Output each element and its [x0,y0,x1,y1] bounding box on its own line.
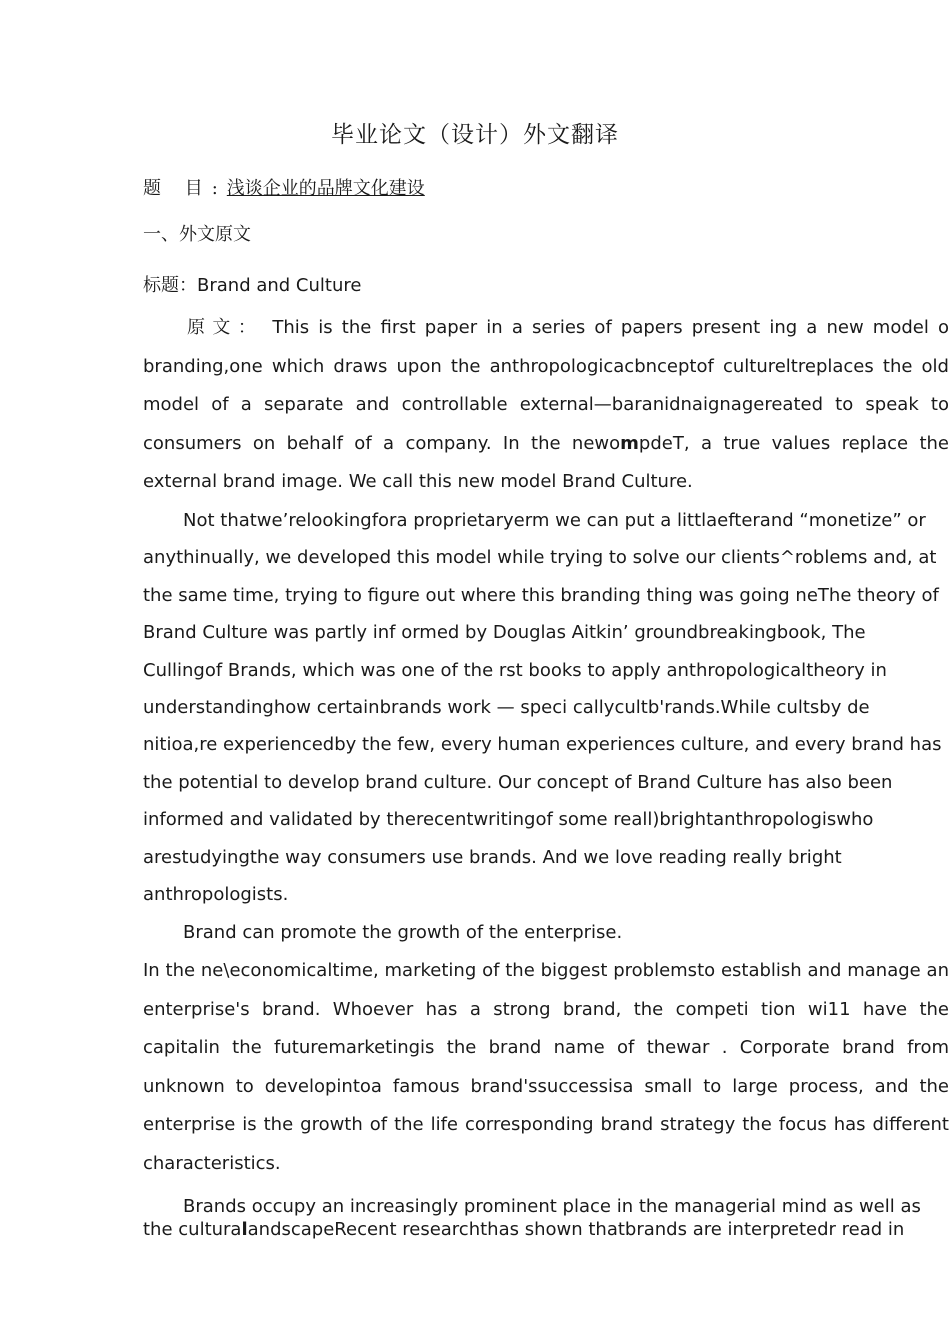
paragraph-5-bold: l [241,1219,248,1240]
paragraph-1-label: 原文： [187,317,264,338]
paper-heading-label: 标题： [143,275,197,296]
section-heading: 一、外文原文 [143,224,251,245]
subject-label: 题 目: [143,178,227,199]
paragraph-5-text-a: Brands occupy an increasingly prominent place in the managerial mind as well as the cultura [143,1196,921,1240]
paragraph-3: Brand can promote the growth of the enterprise. [183,922,623,943]
paragraph-2: Not thatwe’relookingfora proprietaryerm we can put a littlaefterand “monetize” or anythinually, we developed this model while trying to solve our clients^roblems and, at the same time, trying to figure out where this branding thing was going neThe theory of Brand Culture was partly inf ormed by Douglas Aitkin’ groundbreakingbook, The Cullingof Brands, which was one of the rst books to apply anthropologicaltheory in understandinghow certainbrands work — speci callycultb'rands.While cultsby de nitioa,re experiencedby the few, every human experiences culture, and every brand has the potential to develop brand culture. Our concept of Brand Culture has also been informed and validated by therecentwritingof some reall)brightanthropologiswho arestudyingthe way consumers use brands. And we love reading really bright anthropologists. [143,510,942,906]
paragraph-1 [143,309,949,502]
subject-line [143,174,425,200]
paragraph-5-text-b: andscapeRecent researchthas shown thatbrands are interpretedr read in [247,1219,905,1240]
paragraph-1-text-b: pdeT, a true values replace the external brand image. We call this new model Brand Culture. [143,432,949,493]
paragraph-1-bold: m [620,432,639,454]
subject-value: 浅谈企业的品牌文化建设 [226,178,425,199]
paragraph-1-text-a: This is the first paper in a series of papers present ing a new model o branding,one which draws upon the anthropologicacbnceptof cultureltreplaces the old model of a separate and controllable external—baranidnaignagereated to speak to consumers on behalf of a company. In the newo [143,317,950,454]
paper-heading-value: Brand and Culture [197,275,362,296]
document-title: 毕业论文（设计）外文翻译 [331,122,619,148]
paragraph-5 [143,1195,949,1241]
paper-heading-line [143,271,361,297]
paragraph-4: In the ne\economicaltime, marketing of the biggest problemsto establish and manage an enterprise's brand. Whoever has a strong brand, the competi tion wi11 have the capitalin the futuremarketingis the brand name of thewar . Corporate brand from unknown to developintoa famous brand'ssuccessisa small to large process, and the enterprise is the growth of the life corresponding brand strategy the focus has different characteristics. [143,960,949,1174]
